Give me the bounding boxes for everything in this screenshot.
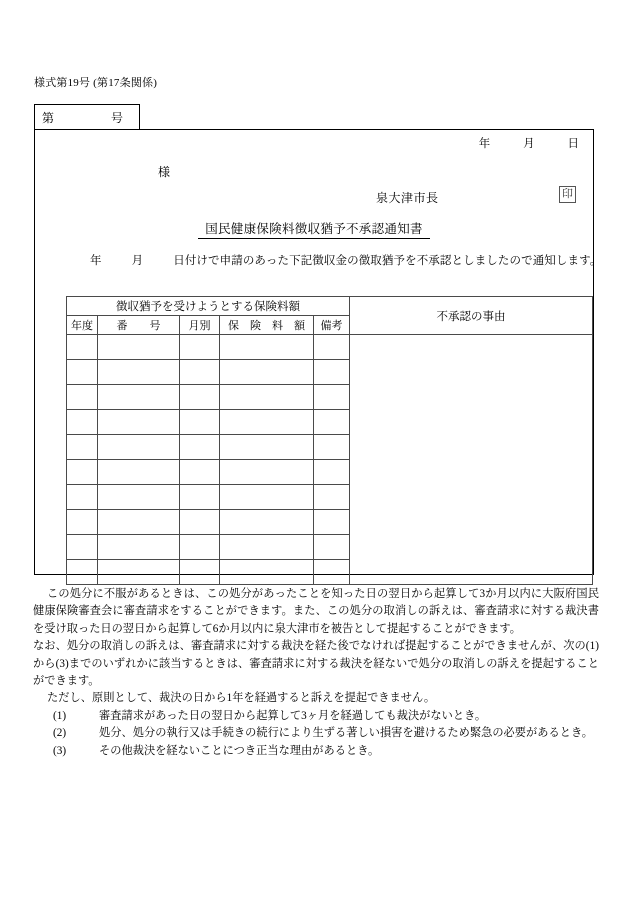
cell-number[interactable] [98, 335, 180, 360]
appeal-item-3-number: (3) [53, 744, 67, 757]
cell-month[interactable] [180, 560, 220, 585]
cell-amount[interactable] [220, 535, 314, 560]
cell-year[interactable] [67, 360, 98, 385]
form-number-label: 様式第19号 (第17条関係) [34, 77, 158, 89]
table-group-header-row [67, 297, 593, 316]
issue-date-month-label: 月 [523, 138, 535, 150]
notice-month-label: 月 [131, 255, 144, 267]
appeal-paragraph-2: なお、処分の取消しの訴えは、審査請求に対する裁決を経た後でなければ提起することができませんが、次の(1)から(3)までのいずれかに該当するときは、審査請求に対する裁決を経ないで処分の取消しの訴えを提起することができます。 [33, 640, 599, 688]
insurance-premium-table-wrap [66, 296, 592, 585]
cell-amount[interactable] [220, 435, 314, 460]
appeal-item-2-number: (2) [53, 727, 67, 740]
notice-body-text: 日付けで申請のあった下記徴収金の徴取猶予を不承認としましたので通知します。 [173, 255, 602, 267]
column-header-amount: 保 険 料 額 [220, 316, 314, 335]
number-prefix-label: 第 [42, 111, 55, 125]
cell-month[interactable] [180, 435, 220, 460]
issuer-name: 泉大津市長 [376, 191, 439, 205]
appeal-item-1-text: 審査請求があった日の翌日から起算して3ヶ月を経過しても裁決がないとき。 [99, 709, 487, 722]
column-header-note: 備考 [314, 316, 350, 335]
cell-amount[interactable] [220, 385, 314, 410]
column-header-number: 番 号 [98, 316, 180, 335]
cell-year[interactable] [67, 510, 98, 535]
cell-year[interactable] [67, 535, 98, 560]
appeal-item-3 [33, 743, 599, 760]
cell-month[interactable] [180, 410, 220, 435]
appeal-notes [33, 586, 599, 760]
issue-date-year-label: 年 [478, 138, 491, 150]
cell-number[interactable] [98, 510, 180, 535]
cell-number[interactable] [98, 435, 180, 460]
column-header-year: 年度 [67, 316, 98, 335]
cell-note[interactable] [314, 385, 350, 410]
cell-month[interactable] [180, 535, 220, 560]
document-title-text: 国民健康保険料徴収猶予不承認通知書 [198, 219, 430, 239]
issue-date-day-label: 日 [567, 138, 579, 150]
appeal-item-2-text: 処分、処分の執行又は手続きの続行により生ずる著しい損害を避けるため緊急の必要があるとき。 [99, 727, 594, 740]
cell-year[interactable] [67, 335, 98, 360]
document-number-box [34, 104, 140, 130]
cell-amount[interactable] [220, 485, 314, 510]
cell-month[interactable] [180, 510, 220, 535]
appeal-paragraph-1: この処分に不服があるときは、この処分があったことを知った日の翌日から起算して3か月以内に大阪府国民健康保険審査会に審査請求をすることができます。また、この処分の取消しの訴えは、審査請求に対する裁決書を受け取った日の翌日から起算して6か月以内に泉大津市を被告として提起することができます。 [33, 588, 599, 635]
cell-note[interactable] [314, 435, 350, 460]
cell-number[interactable] [98, 410, 180, 435]
cell-number[interactable] [98, 385, 180, 410]
cell-year[interactable] [67, 435, 98, 460]
table-reason-header: 不承認の事由 [350, 297, 593, 335]
appeal-item-3-text: その他裁決を経ないことにつき正当な理由があるとき。 [99, 744, 380, 757]
cell-year[interactable] [67, 385, 98, 410]
appeal-item-2 [33, 725, 599, 742]
main-form-frame [34, 129, 602, 575]
insurance-premium-table [66, 296, 593, 585]
cell-amount[interactable] [220, 335, 314, 360]
cell-amount[interactable] [220, 410, 314, 435]
cell-amount[interactable] [220, 560, 314, 585]
cell-month[interactable] [180, 335, 220, 360]
cell-note[interactable] [314, 410, 350, 435]
table-row [67, 335, 593, 360]
addressee-honorific: 様 [158, 165, 171, 179]
cell-amount[interactable] [220, 360, 314, 385]
cell-amount[interactable] [220, 460, 314, 485]
column-header-month: 月別 [180, 316, 220, 335]
notice-year-label: 年 [90, 255, 102, 267]
cell-note[interactable] [314, 360, 350, 385]
table-group-header: 徴収猶予を受けようとする保険料額 [67, 297, 350, 316]
cell-month[interactable] [180, 485, 220, 510]
cell-number[interactable] [98, 485, 180, 510]
cell-note[interactable] [314, 560, 350, 585]
cell-note[interactable] [314, 535, 350, 560]
cell-note[interactable] [314, 485, 350, 510]
seal-stamp-icon: 印 [559, 186, 576, 203]
cell-note[interactable] [314, 335, 350, 360]
notice-sentence [90, 252, 601, 268]
appeal-item-1 [33, 708, 599, 725]
cell-number[interactable] [98, 360, 180, 385]
issue-date-row [479, 135, 579, 151]
cell-month[interactable] [180, 460, 220, 485]
cell-reason[interactable] [350, 335, 593, 585]
appeal-item-1-number: (1) [53, 709, 67, 722]
cell-note[interactable] [314, 510, 350, 535]
document-title [35, 219, 593, 239]
number-suffix-label: 号 [111, 111, 124, 125]
cell-month[interactable] [180, 360, 220, 385]
cell-year[interactable] [67, 410, 98, 435]
cell-note[interactable] [314, 460, 350, 485]
cell-number[interactable] [98, 535, 180, 560]
cell-year[interactable] [67, 460, 98, 485]
cell-number[interactable] [98, 560, 180, 585]
appeal-paragraph-3: ただし、原則として、裁決の日から1年を経過すると訴えを提起できません。 [47, 692, 436, 705]
cell-amount[interactable] [220, 510, 314, 535]
cell-year[interactable] [67, 560, 98, 585]
cell-number[interactable] [98, 460, 180, 485]
cell-month[interactable] [180, 385, 220, 410]
cell-year[interactable] [67, 485, 98, 510]
